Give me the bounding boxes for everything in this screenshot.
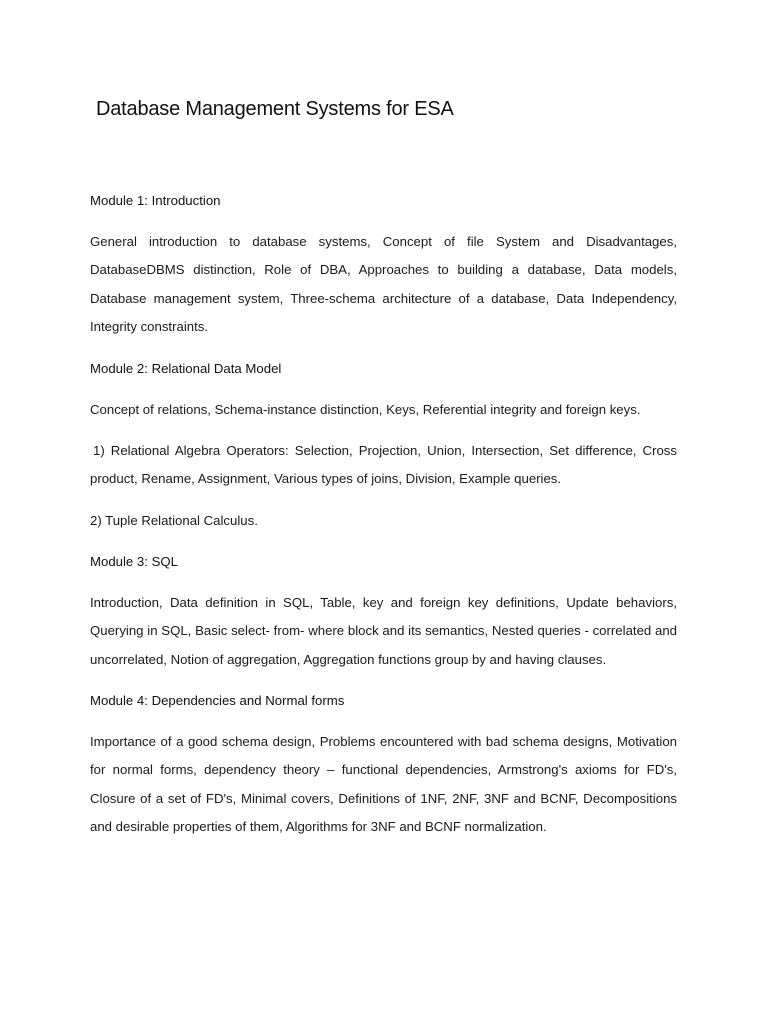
module-4-description: Importance of a good schema design, Problems encountered with bad schema designs, Motivation for normal forms, dependency theory – functional dependencies, Armstrong's axioms for FD's, Closure of a set of FD's, Minimal covers, Definitions of 1NF, 2NF, 3NF and BCNF, Decompositions and desirable properties of them, Algorithms for 3NF and BCNF normalization. bbox=[90, 734, 677, 834]
document-title: Database Management Systems for ESA bbox=[96, 98, 454, 120]
module-3-heading: Module 3: SQL bbox=[90, 554, 178, 569]
module-3-description: Introduction, Data definition in SQL, Table, key and foreign key definitions, Update behaviors, Querying in SQL, Basic select- from- where block and its semantics, Nested queries - correlated and uncorrelated, Notion of aggregation, Aggregation functions group by and having clauses. bbox=[90, 595, 677, 667]
module-2-description: Concept of relations, Schema-instance distinction, Keys, Referential integrity and foreign keys. bbox=[90, 402, 641, 417]
module-2-item-relational-algebra: 1) Relational Algebra Operators: Selection, Projection, Union, Intersection, Set difference, Cross product, Rename, Assignment, Various types of joins, Division, Example queries. bbox=[90, 443, 677, 487]
module-1-description: General introduction to database systems, Concept of file System and Disadvantages, DatabaseDBMS distinction, Role of DBA, Approaches to building a database, Data models, Database management system, Three-schema architecture of a database, Data Independency, Integrity constraints. bbox=[90, 234, 677, 334]
module-4-heading: Module 4: Dependencies and Normal forms bbox=[90, 693, 345, 708]
module-2-item-tuple-calculus: 2) Tuple Relational Calculus. bbox=[90, 513, 258, 528]
module-2-heading: Module 2: Relational Data Model bbox=[90, 361, 282, 376]
module-1-heading: Module 1: Introduction bbox=[90, 193, 221, 208]
